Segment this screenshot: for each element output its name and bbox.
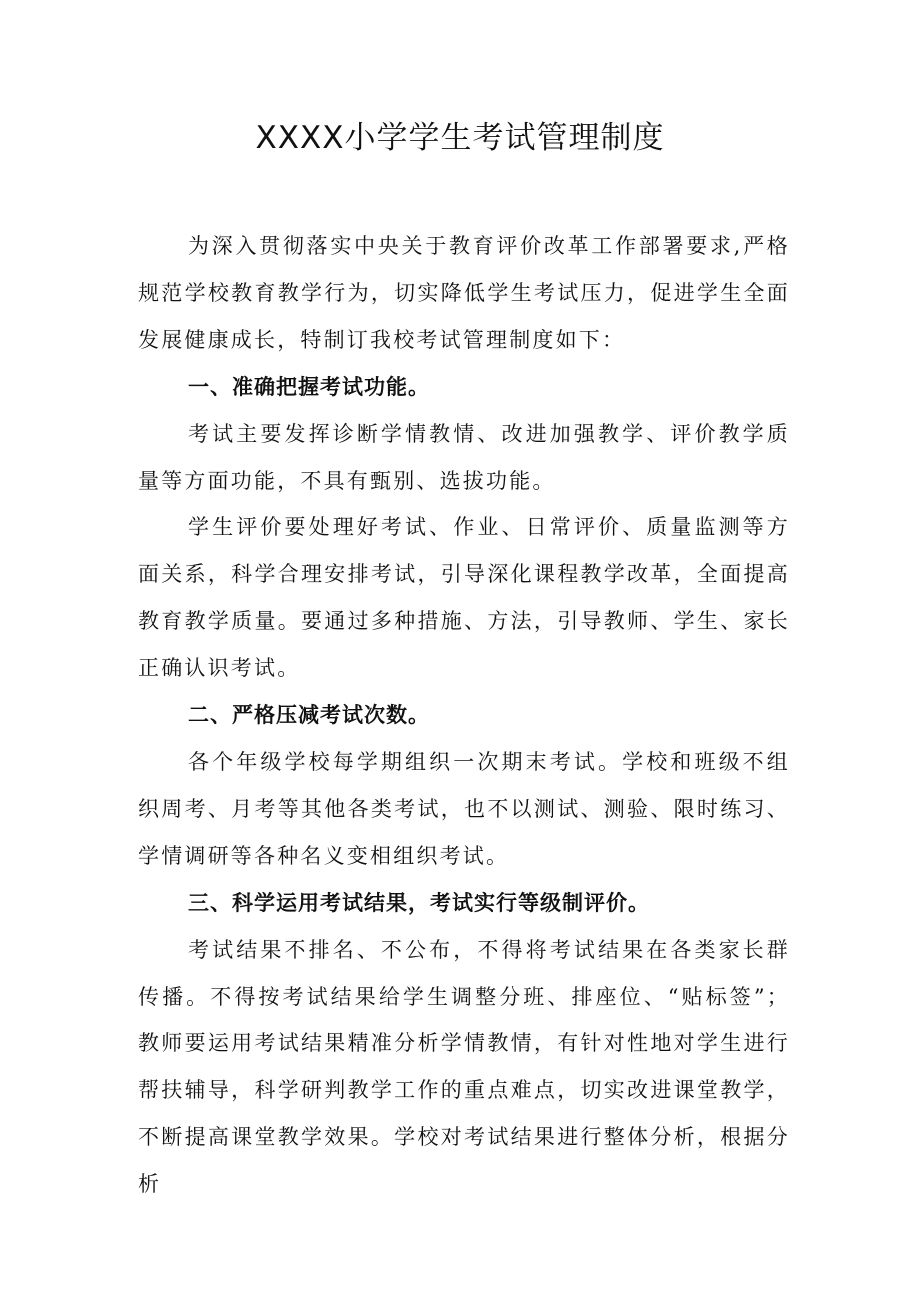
- section-2-paragraph-1: 各个年级学校每学期组织一次期末考试。学校和班级不组织周考、月考等其他各类考试，也不以测试、测验、限时练习、学情调研等各种名义变相组织考试。: [138, 749, 790, 868]
- section-1-paragraph-2: 学生评价要处理好考试、作业、日常评价、质量监测等方面关系，科学合理安排考试，引导深化课程教学改革，全面提高教育教学质量。要通过多种措施、方法，引导教师、学生、家长正确认识考试。: [138, 515, 790, 681]
- section-3-heading: 三、科学运用考试结果，考试实行等级制评价。: [188, 890, 650, 915]
- intro-paragraph: 为深入贯彻落实中央关于教育评价改革工作部署要求,严格规范学校教育教学行为，切实降低学生考试压力，促进学生全面发展健康成长，特制订我校考试管理制度如下：: [138, 234, 790, 352]
- document-body: [138, 223, 790, 1208]
- section-3-paragraph-1: 考试结果不排名、不公布，不得将考试结果在各类家长群传播。不得按考试结果给学生调整分班、排座位、“贴标签”；教师要运用考试结果精准分析学情教情，有针对性地对学生进行帮扶辅导，科学研判教学工作的重点难点，切实改进课堂教学，不断提高课堂教学效果。学校对考试结果进行整体分析，根据分析: [138, 937, 790, 1197]
- section-2-heading: 二、严格压减考试次数。: [188, 703, 430, 728]
- document-title: XXXX小学学生考试管理制度: [255, 120, 665, 156]
- section-1-heading: 一、准确把握考试功能。: [188, 374, 430, 399]
- section-1-paragraph-1: 考试主要发挥诊断学情教情、改进加强教学、评价教学质量等方面功能，不具有甄别、选拔功能。: [138, 421, 790, 493]
